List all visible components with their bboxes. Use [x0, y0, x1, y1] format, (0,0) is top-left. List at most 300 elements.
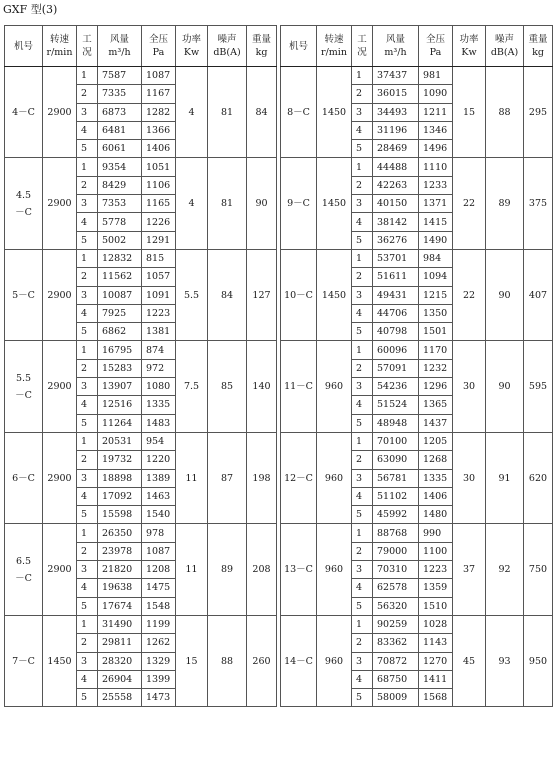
power-cell: 15 — [176, 615, 208, 706]
table-row — [5, 158, 277, 176]
condition-cell: 5 — [77, 597, 98, 615]
power-cell: 11 — [176, 432, 208, 523]
power-cell: 30 — [453, 341, 486, 432]
flow-cell: 16795 — [98, 341, 142, 359]
condition-cell: 1 — [352, 67, 373, 85]
table-row — [5, 432, 277, 450]
flow-cell: 31490 — [98, 615, 142, 633]
flow-cell: 6862 — [98, 323, 142, 341]
table-row — [281, 524, 553, 542]
condition-cell: 5 — [352, 506, 373, 524]
flow-cell: 56320 — [373, 597, 419, 615]
flow-cell: 44488 — [373, 158, 419, 176]
model-cell: 7－C — [5, 615, 43, 706]
weight-cell: 208 — [247, 524, 277, 615]
pressure-cell: 972 — [142, 359, 176, 377]
condition-cell: 3 — [352, 652, 373, 670]
pressure-cell: 1226 — [142, 213, 176, 231]
header-condition: 工 况 — [352, 26, 373, 67]
pressure-cell: 1381 — [142, 323, 176, 341]
noise-cell: 81 — [208, 158, 247, 249]
condition-cell: 2 — [77, 542, 98, 560]
table-row — [281, 432, 553, 450]
pressure-cell: 1211 — [419, 103, 453, 121]
pressure-cell: 1167 — [142, 85, 176, 103]
header-weight: 重量 kg — [247, 26, 277, 67]
flow-cell: 17092 — [98, 487, 142, 505]
pressure-cell: 1463 — [142, 487, 176, 505]
flow-cell: 83362 — [373, 634, 419, 652]
header-flow: 风量 m³/h — [373, 26, 419, 67]
pressure-cell: 1496 — [419, 140, 453, 158]
condition-cell: 5 — [352, 414, 373, 432]
pressure-cell: 1223 — [419, 561, 453, 579]
flow-cell: 79000 — [373, 542, 419, 560]
speed-cell: 960 — [317, 615, 352, 706]
weight-cell: 140 — [247, 341, 277, 432]
model-cell: 6－C — [5, 432, 43, 523]
pressure-cell: 978 — [142, 524, 176, 542]
pressure-cell: 1389 — [142, 469, 176, 487]
header-noise: 噪声 dB(A) — [208, 26, 247, 67]
noise-cell: 81 — [208, 67, 247, 158]
speed-cell: 2900 — [43, 341, 77, 432]
condition-cell: 2 — [77, 359, 98, 377]
condition-cell: 1 — [352, 158, 373, 176]
model-cell: 5－C — [5, 249, 43, 340]
condition-cell: 2 — [352, 85, 373, 103]
condition-cell: 2 — [352, 451, 373, 469]
pressure-cell: 1028 — [419, 615, 453, 633]
condition-cell: 5 — [77, 506, 98, 524]
header-noise: 噪声 dB(A) — [486, 26, 524, 67]
pressure-cell: 1411 — [419, 670, 453, 688]
pressure-cell: 1510 — [419, 597, 453, 615]
right-table-body — [281, 26, 553, 707]
speed-cell: 1450 — [317, 249, 352, 340]
flow-cell: 63090 — [373, 451, 419, 469]
condition-cell: 4 — [352, 304, 373, 322]
condition-cell: 3 — [77, 378, 98, 396]
power-cell: 11 — [176, 524, 208, 615]
power-cell: 22 — [453, 158, 486, 249]
condition-cell: 4 — [352, 213, 373, 231]
page-title: GXF 型(3) — [3, 3, 58, 16]
flow-cell: 36015 — [373, 85, 419, 103]
pressure-cell: 1335 — [142, 396, 176, 414]
condition-cell: 3 — [77, 561, 98, 579]
condition-cell: 3 — [352, 378, 373, 396]
power-cell: 4 — [176, 158, 208, 249]
table-row — [5, 249, 277, 267]
pressure-cell: 1094 — [419, 268, 453, 286]
pressure-cell: 954 — [142, 432, 176, 450]
condition-cell: 1 — [77, 341, 98, 359]
speed-cell: 2900 — [43, 249, 77, 340]
weight-cell: 375 — [524, 158, 553, 249]
condition-cell: 4 — [352, 487, 373, 505]
flow-cell: 6481 — [98, 121, 142, 139]
condition-cell: 3 — [77, 286, 98, 304]
weight-cell: 90 — [247, 158, 277, 249]
speed-cell: 2900 — [43, 67, 77, 158]
flow-cell: 5778 — [98, 213, 142, 231]
pressure-cell: 1371 — [419, 195, 453, 213]
pressure-cell: 1296 — [419, 378, 453, 396]
speed-cell: 960 — [317, 524, 352, 615]
condition-cell: 3 — [77, 652, 98, 670]
table-row — [281, 67, 553, 85]
condition-cell: 4 — [77, 396, 98, 414]
weight-cell: 198 — [247, 432, 277, 523]
power-cell: 30 — [453, 432, 486, 523]
flow-cell: 42263 — [373, 176, 419, 194]
model-cell: 14－C — [281, 615, 317, 706]
table-row — [5, 67, 277, 85]
flow-cell: 25558 — [98, 689, 142, 707]
pressure-cell: 1346 — [419, 121, 453, 139]
header-power: 功率 Kw — [176, 26, 208, 67]
header-pressure: 全压 Pa — [142, 26, 176, 67]
flow-cell: 48948 — [373, 414, 419, 432]
pressure-cell: 1406 — [142, 140, 176, 158]
weight-cell: 595 — [524, 341, 553, 432]
flow-cell: 12832 — [98, 249, 142, 267]
pressure-cell: 1501 — [419, 323, 453, 341]
condition-cell: 3 — [77, 195, 98, 213]
header-weight: 重量 kg — [524, 26, 553, 67]
noise-cell: 88 — [208, 615, 247, 706]
flow-cell: 34493 — [373, 103, 419, 121]
speed-cell: 960 — [317, 341, 352, 432]
condition-cell: 1 — [352, 432, 373, 450]
flow-cell: 56781 — [373, 469, 419, 487]
pressure-cell: 1199 — [142, 615, 176, 633]
table-row — [5, 615, 277, 633]
flow-cell: 12516 — [98, 396, 142, 414]
header-pressure: 全压 Pa — [419, 26, 453, 67]
speed-cell: 1450 — [317, 158, 352, 249]
flow-cell: 19638 — [98, 579, 142, 597]
pressure-cell: 1329 — [142, 652, 176, 670]
flow-cell: 26904 — [98, 670, 142, 688]
pressure-cell: 1220 — [142, 451, 176, 469]
speed-cell: 2900 — [43, 524, 77, 615]
weight-cell: 260 — [247, 615, 277, 706]
pressure-cell: 1051 — [142, 158, 176, 176]
pressure-cell: 1106 — [142, 176, 176, 194]
pressure-cell: 1087 — [142, 542, 176, 560]
table-row — [281, 249, 553, 267]
pressure-cell: 984 — [419, 249, 453, 267]
condition-cell: 1 — [352, 249, 373, 267]
pressure-cell: 1233 — [419, 176, 453, 194]
condition-cell: 2 — [352, 359, 373, 377]
condition-cell: 4 — [77, 121, 98, 139]
fan-spec-table-right — [280, 25, 553, 707]
flow-cell: 49431 — [373, 286, 419, 304]
condition-cell: 4 — [77, 487, 98, 505]
condition-cell: 3 — [352, 561, 373, 579]
power-cell: 7.5 — [176, 341, 208, 432]
condition-cell: 2 — [77, 85, 98, 103]
power-cell: 37 — [453, 524, 486, 615]
flow-cell: 6873 — [98, 103, 142, 121]
table-row — [5, 524, 277, 542]
pressure-cell: 1475 — [142, 579, 176, 597]
model-cell: 10－C — [281, 249, 317, 340]
pressure-cell: 1091 — [142, 286, 176, 304]
condition-cell: 5 — [77, 689, 98, 707]
flow-cell: 11264 — [98, 414, 142, 432]
flow-cell: 36276 — [373, 231, 419, 249]
condition-cell: 2 — [77, 268, 98, 286]
flow-cell: 23978 — [98, 542, 142, 560]
noise-cell: 90 — [486, 249, 524, 340]
condition-cell: 1 — [77, 432, 98, 450]
condition-cell: 3 — [352, 195, 373, 213]
condition-cell: 2 — [352, 268, 373, 286]
header-power: 功率 Kw — [453, 26, 486, 67]
flow-cell: 53701 — [373, 249, 419, 267]
flow-cell: 37437 — [373, 67, 419, 85]
power-cell: 5.5 — [176, 249, 208, 340]
noise-cell: 93 — [486, 615, 524, 706]
condition-cell: 3 — [77, 103, 98, 121]
weight-cell: 407 — [524, 249, 553, 340]
condition-cell: 1 — [352, 341, 373, 359]
pressure-cell: 1143 — [419, 634, 453, 652]
spec-table-right — [280, 25, 553, 707]
pressure-cell: 1291 — [142, 231, 176, 249]
pressure-cell: 1232 — [419, 359, 453, 377]
flow-cell: 51611 — [373, 268, 419, 286]
header-speed: 转速 r/min — [43, 26, 77, 67]
weight-cell: 750 — [524, 524, 553, 615]
flow-cell: 9354 — [98, 158, 142, 176]
condition-cell: 1 — [352, 615, 373, 633]
flow-cell: 10087 — [98, 286, 142, 304]
model-cell: 8－C — [281, 67, 317, 158]
flow-cell: 45992 — [373, 506, 419, 524]
flow-cell: 7587 — [98, 67, 142, 85]
condition-cell: 2 — [77, 451, 98, 469]
condition-cell: 5 — [77, 323, 98, 341]
pressure-cell: 1282 — [142, 103, 176, 121]
pressure-cell: 1110 — [419, 158, 453, 176]
model-cell: 4.5 －C — [5, 158, 43, 249]
pressure-cell: 1215 — [419, 286, 453, 304]
pressure-cell: 981 — [419, 67, 453, 85]
pressure-cell: 1415 — [419, 213, 453, 231]
condition-cell: 4 — [77, 304, 98, 322]
condition-cell: 5 — [352, 689, 373, 707]
condition-cell: 4 — [77, 213, 98, 231]
flow-cell: 62578 — [373, 579, 419, 597]
condition-cell: 5 — [77, 140, 98, 158]
table-row — [5, 341, 277, 359]
speed-cell: 1450 — [317, 67, 352, 158]
pressure-cell: 1335 — [419, 469, 453, 487]
speed-cell: 2900 — [43, 158, 77, 249]
flow-cell: 20531 — [98, 432, 142, 450]
noise-cell: 89 — [208, 524, 247, 615]
header-condition: 工 况 — [77, 26, 98, 67]
pressure-cell: 1087 — [142, 67, 176, 85]
flow-cell: 60096 — [373, 341, 419, 359]
flow-cell: 70872 — [373, 652, 419, 670]
condition-cell: 4 — [352, 121, 373, 139]
table-row — [281, 158, 553, 176]
pressure-cell: 990 — [419, 524, 453, 542]
header-row — [281, 26, 553, 67]
condition-cell: 2 — [352, 542, 373, 560]
pressure-cell: 1090 — [419, 85, 453, 103]
flow-cell: 54236 — [373, 378, 419, 396]
condition-cell: 3 — [77, 469, 98, 487]
pressure-cell: 1205 — [419, 432, 453, 450]
flow-cell: 21820 — [98, 561, 142, 579]
pressure-cell: 1262 — [142, 634, 176, 652]
pressure-cell: 1208 — [142, 561, 176, 579]
noise-cell: 84 — [208, 249, 247, 340]
pressure-cell: 1480 — [419, 506, 453, 524]
pressure-cell: 1270 — [419, 652, 453, 670]
speed-cell: 1450 — [43, 615, 77, 706]
condition-cell: 5 — [77, 231, 98, 249]
model-cell: 9－C — [281, 158, 317, 249]
noise-cell: 92 — [486, 524, 524, 615]
condition-cell: 1 — [352, 524, 373, 542]
flow-cell: 40150 — [373, 195, 419, 213]
speed-cell: 960 — [317, 432, 352, 523]
pressure-cell: 1170 — [419, 341, 453, 359]
condition-cell: 5 — [77, 414, 98, 432]
flow-cell: 68750 — [373, 670, 419, 688]
condition-cell: 1 — [77, 615, 98, 633]
flow-cell: 90259 — [373, 615, 419, 633]
flow-cell: 38142 — [373, 213, 419, 231]
left-table-body — [5, 26, 277, 707]
condition-cell: 3 — [352, 469, 373, 487]
condition-cell: 5 — [352, 597, 373, 615]
flow-cell: 28469 — [373, 140, 419, 158]
condition-cell: 4 — [352, 579, 373, 597]
flow-cell: 11562 — [98, 268, 142, 286]
weight-cell: 295 — [524, 67, 553, 158]
pressure-cell: 1548 — [142, 597, 176, 615]
weight-cell: 950 — [524, 615, 553, 706]
flow-cell: 26350 — [98, 524, 142, 542]
condition-cell: 3 — [352, 103, 373, 121]
flow-cell: 15283 — [98, 359, 142, 377]
pressure-cell: 1540 — [142, 506, 176, 524]
condition-cell: 5 — [352, 231, 373, 249]
weight-cell: 127 — [247, 249, 277, 340]
model-cell: 5.5 －C — [5, 341, 43, 432]
condition-cell: 1 — [77, 67, 98, 85]
flow-cell: 57091 — [373, 359, 419, 377]
flow-cell: 70310 — [373, 561, 419, 579]
condition-cell: 4 — [77, 579, 98, 597]
condition-cell: 2 — [77, 176, 98, 194]
condition-cell: 1 — [77, 524, 98, 542]
flow-cell: 29811 — [98, 634, 142, 652]
pressure-cell: 1399 — [142, 670, 176, 688]
flow-cell: 17674 — [98, 597, 142, 615]
header-model: 机号 — [281, 26, 317, 67]
pressure-cell: 815 — [142, 249, 176, 267]
pressure-cell: 1080 — [142, 378, 176, 396]
noise-cell: 91 — [486, 432, 524, 523]
model-cell: 11－C — [281, 341, 317, 432]
noise-cell: 89 — [486, 158, 524, 249]
condition-cell: 2 — [352, 176, 373, 194]
flow-cell: 70100 — [373, 432, 419, 450]
pressure-cell: 1100 — [419, 542, 453, 560]
pressure-cell: 1365 — [419, 396, 453, 414]
pressure-cell: 1057 — [142, 268, 176, 286]
condition-cell: 3 — [352, 286, 373, 304]
flow-cell: 18898 — [98, 469, 142, 487]
pressure-cell: 1350 — [419, 304, 453, 322]
power-cell: 45 — [453, 615, 486, 706]
header-row — [5, 26, 277, 67]
power-cell: 22 — [453, 249, 486, 340]
flow-cell: 51524 — [373, 396, 419, 414]
flow-cell: 88768 — [373, 524, 419, 542]
condition-cell: 5 — [352, 323, 373, 341]
speed-cell: 2900 — [43, 432, 77, 523]
pressure-cell: 1473 — [142, 689, 176, 707]
pressure-cell: 1165 — [142, 195, 176, 213]
condition-cell: 1 — [77, 249, 98, 267]
power-cell: 15 — [453, 67, 486, 158]
header-flow: 风量 m³/h — [98, 26, 142, 67]
flow-cell: 19732 — [98, 451, 142, 469]
noise-cell: 88 — [486, 67, 524, 158]
flow-cell: 7353 — [98, 195, 142, 213]
flow-cell: 31196 — [373, 121, 419, 139]
spec-table-left — [4, 25, 277, 707]
condition-cell: 2 — [77, 634, 98, 652]
pressure-cell: 874 — [142, 341, 176, 359]
power-cell: 4 — [176, 67, 208, 158]
table-row — [281, 341, 553, 359]
pressure-cell: 1568 — [419, 689, 453, 707]
model-cell: 6.5 －C — [5, 524, 43, 615]
pressure-cell: 1366 — [142, 121, 176, 139]
flow-cell: 5002 — [98, 231, 142, 249]
flow-cell: 28320 — [98, 652, 142, 670]
pressure-cell: 1268 — [419, 451, 453, 469]
flow-cell: 40798 — [373, 323, 419, 341]
condition-cell: 4 — [77, 670, 98, 688]
condition-cell: 4 — [352, 670, 373, 688]
header-speed: 转速 r/min — [317, 26, 352, 67]
weight-cell: 84 — [247, 67, 277, 158]
pressure-cell: 1437 — [419, 414, 453, 432]
model-cell: 12－C — [281, 432, 317, 523]
flow-cell: 13907 — [98, 378, 142, 396]
condition-cell: 1 — [77, 158, 98, 176]
noise-cell: 90 — [486, 341, 524, 432]
flow-cell: 7335 — [98, 85, 142, 103]
noise-cell: 87 — [208, 432, 247, 523]
pressure-cell: 1483 — [142, 414, 176, 432]
noise-cell: 85 — [208, 341, 247, 432]
flow-cell: 44706 — [373, 304, 419, 322]
